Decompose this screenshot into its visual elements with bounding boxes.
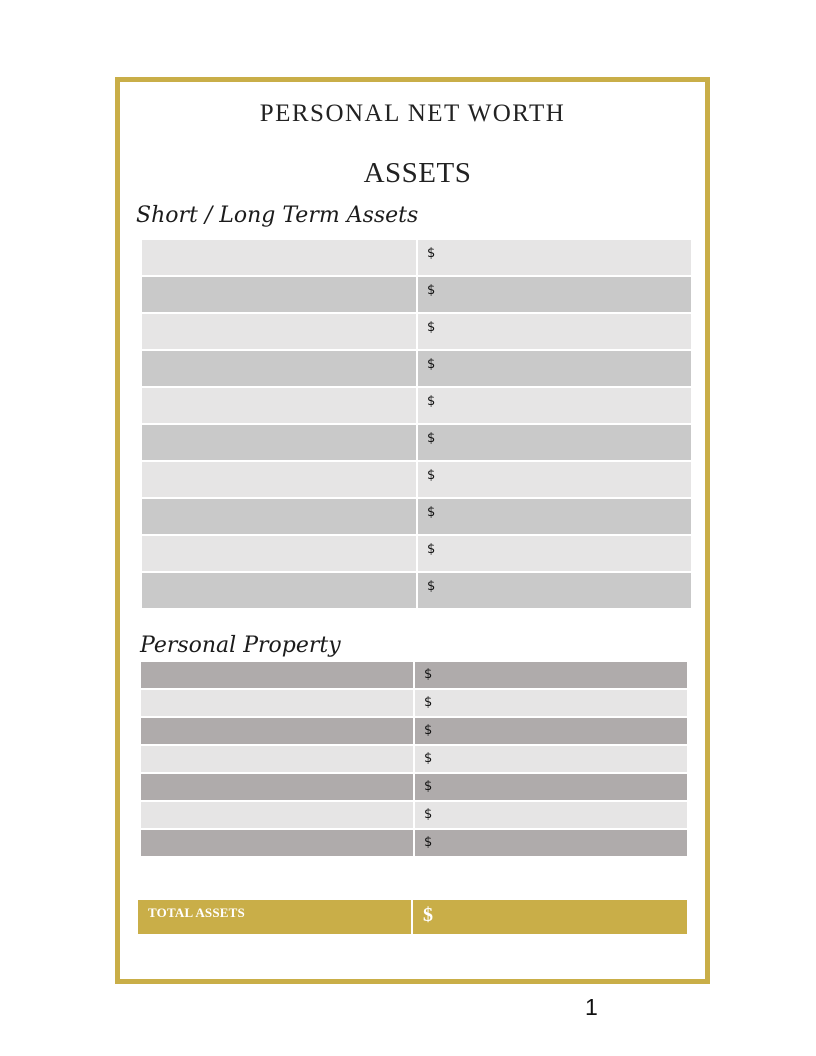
table-row bbox=[142, 499, 691, 534]
row-amount-cell[interactable] bbox=[418, 388, 691, 423]
table-row bbox=[141, 802, 687, 828]
row-description-cell[interactable] bbox=[142, 499, 416, 534]
table-row bbox=[142, 240, 691, 275]
dollar-sign: $ bbox=[424, 751, 433, 766]
row-amount-cell[interactable] bbox=[418, 277, 691, 312]
page-number: 1 bbox=[585, 994, 598, 1020]
dollar-sign: $ bbox=[427, 468, 436, 483]
short-long-term-assets-label: Short / Long Term Assets bbox=[136, 203, 419, 228]
row-description-cell[interactable] bbox=[141, 746, 413, 772]
dollar-sign: $ bbox=[427, 431, 436, 446]
table-row bbox=[141, 718, 687, 744]
total-assets-row bbox=[138, 900, 687, 934]
personal-property-table bbox=[141, 662, 687, 858]
row-amount-cell[interactable] bbox=[418, 536, 691, 571]
dollar-sign: $ bbox=[424, 835, 433, 850]
row-amount-cell[interactable] bbox=[415, 662, 687, 688]
row-description-cell[interactable] bbox=[142, 462, 416, 497]
table-row bbox=[141, 690, 687, 716]
dollar-sign: $ bbox=[424, 779, 433, 794]
row-amount-cell[interactable] bbox=[415, 774, 687, 800]
row-description-cell[interactable] bbox=[142, 277, 416, 312]
row-description-cell[interactable] bbox=[142, 425, 416, 460]
table-row bbox=[141, 774, 687, 800]
dollar-sign: $ bbox=[424, 723, 433, 738]
row-amount-cell[interactable] bbox=[418, 499, 691, 534]
table-row bbox=[141, 662, 687, 688]
row-amount-cell[interactable] bbox=[418, 314, 691, 349]
table-row bbox=[142, 351, 691, 386]
row-description-cell[interactable] bbox=[142, 388, 416, 423]
row-description-cell[interactable] bbox=[141, 830, 413, 856]
table-row bbox=[142, 573, 691, 608]
table-row bbox=[142, 536, 691, 571]
page-title: PERSONAL NET WORTH bbox=[259, 100, 566, 127]
row-amount-cell[interactable] bbox=[415, 802, 687, 828]
table-row bbox=[142, 425, 691, 460]
table-row bbox=[141, 746, 687, 772]
dollar-sign: $ bbox=[427, 320, 436, 335]
row-description-cell[interactable] bbox=[141, 802, 413, 828]
dollar-sign: $ bbox=[424, 695, 433, 710]
section-heading-assets: ASSETS bbox=[363, 157, 472, 189]
row-description-cell[interactable] bbox=[142, 573, 416, 608]
row-description-cell[interactable] bbox=[141, 662, 413, 688]
dollar-sign: $ bbox=[424, 807, 433, 822]
row-amount-cell[interactable] bbox=[418, 462, 691, 497]
row-description-cell[interactable] bbox=[142, 240, 416, 275]
table-row bbox=[142, 314, 691, 349]
dollar-sign: $ bbox=[427, 579, 436, 594]
personal-property-label: Personal Property bbox=[140, 633, 341, 658]
dollar-sign: $ bbox=[427, 542, 436, 557]
total-assets-divider bbox=[411, 900, 413, 934]
table-row bbox=[142, 277, 691, 312]
row-description-cell[interactable] bbox=[141, 690, 413, 716]
total-assets-value[interactable]: $ bbox=[423, 904, 433, 926]
row-amount-cell[interactable] bbox=[418, 425, 691, 460]
row-description-cell[interactable] bbox=[142, 314, 416, 349]
dollar-sign: $ bbox=[427, 357, 436, 372]
dollar-sign: $ bbox=[424, 667, 433, 682]
dollar-sign: $ bbox=[427, 505, 436, 520]
dollar-sign: $ bbox=[427, 394, 436, 409]
row-amount-cell[interactable] bbox=[415, 690, 687, 716]
table-row bbox=[141, 830, 687, 856]
row-amount-cell[interactable] bbox=[415, 830, 687, 856]
table-row bbox=[142, 388, 691, 423]
dollar-sign: $ bbox=[427, 246, 436, 261]
row-description-cell[interactable] bbox=[141, 774, 413, 800]
total-assets-label: TOTAL ASSETS bbox=[148, 905, 245, 920]
table-row bbox=[142, 462, 691, 497]
row-description-cell[interactable] bbox=[142, 351, 416, 386]
row-amount-cell[interactable] bbox=[418, 351, 691, 386]
row-amount-cell[interactable] bbox=[418, 573, 691, 608]
row-description-cell[interactable] bbox=[141, 718, 413, 744]
dollar-sign: $ bbox=[427, 283, 436, 298]
short-long-term-assets-table bbox=[142, 240, 691, 610]
row-amount-cell[interactable] bbox=[418, 240, 691, 275]
row-description-cell[interactable] bbox=[142, 536, 416, 571]
row-amount-cell[interactable] bbox=[415, 746, 687, 772]
row-amount-cell[interactable] bbox=[415, 718, 687, 744]
